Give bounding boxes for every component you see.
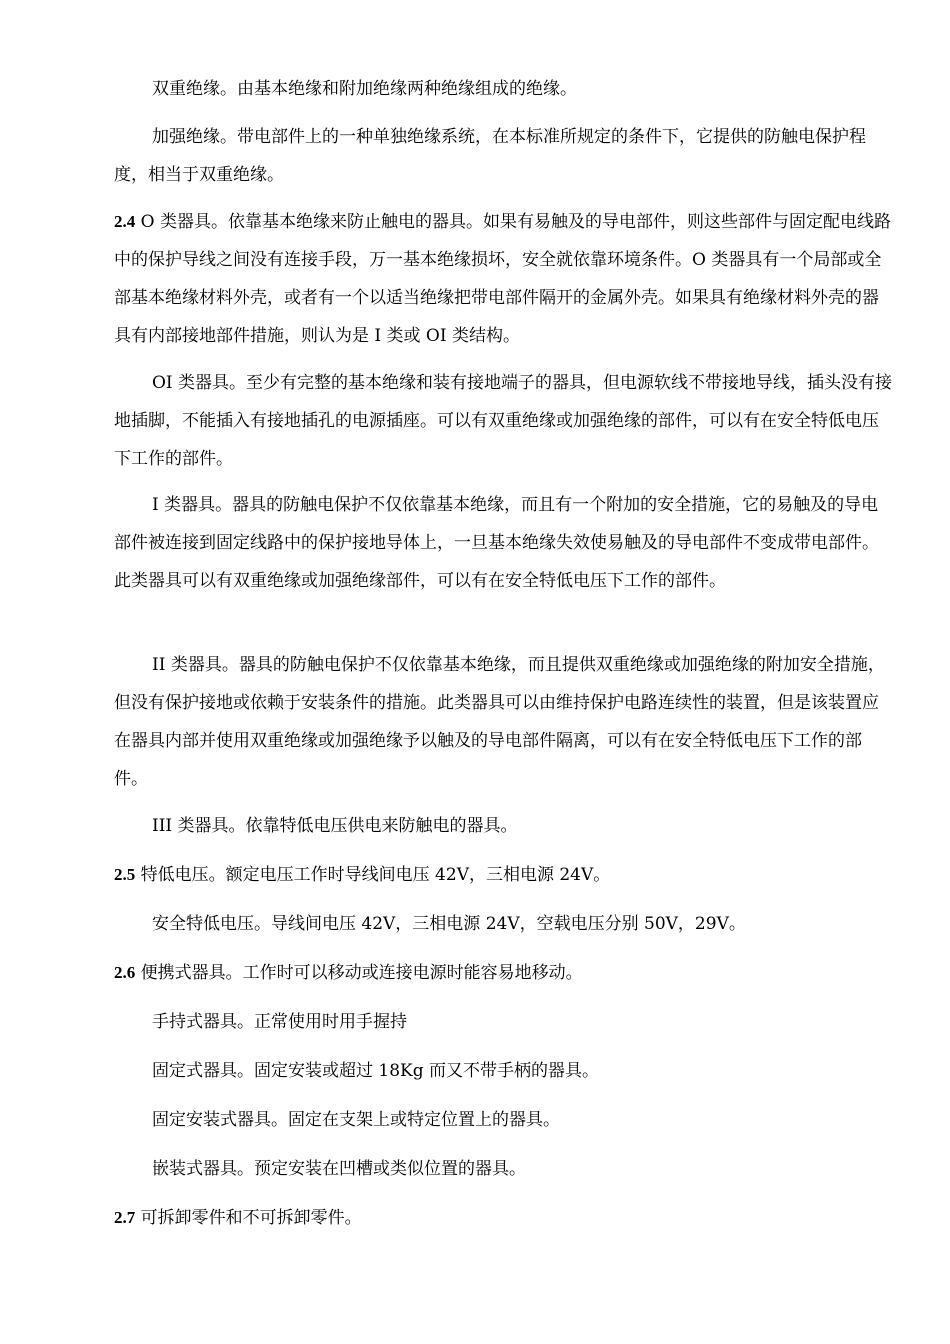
section-number: 2.6 [114, 963, 136, 982]
section-number: 2.7 [114, 1208, 136, 1227]
paragraph-text: 加强绝缘。带电部件上的一种单独绝缘系统，在本标准所规定的条件下，它提供的防触电保护程度，相当于双重绝缘。 [114, 127, 866, 185]
paragraph-stationary [114, 1052, 894, 1090]
paragraph-text: 双重绝缘。由基本绝缘和附加绝缘两种绝缘组成的绝缘。 [152, 79, 577, 99]
paragraph-class-ii [114, 646, 894, 798]
paragraph-text: 固定安装式器具。固定在支架上或特定位置上的器具。 [152, 1110, 560, 1130]
paragraph-text: III 类器具。依靠特低电压供电来防触电的器具。 [152, 816, 518, 836]
paragraph-safety-extra-low-voltage [114, 905, 894, 943]
paragraph-text: 便携式器具。工作时可以移动或连接电源时能容易地移动。 [135, 963, 583, 983]
section-2-7 [114, 1199, 894, 1237]
paragraph-class-oi [114, 364, 894, 478]
paragraph-text: 手持式器具。正常使用时用手握持 [152, 1012, 407, 1032]
section-2-5 [114, 856, 894, 894]
paragraph-text: 可拆卸零件和不可拆卸零件。 [135, 1208, 362, 1228]
section-number: 2.4 [114, 212, 136, 231]
section-number: 2.5 [114, 865, 136, 884]
paragraph-text: II 类器具。器具的防触电保护不仅依靠基本绝缘，而且提供双重绝缘或加强绝缘的附加安全措施，但没有保护接地或依赖于安装条件的措施。此类器具可以由维持保护电路连续性的装置，但是该装置应在器具内部并使用双重绝缘或加强绝缘予以触及的导电部件隔离，可以有在安全特低电压下工作的部件。 [114, 655, 885, 789]
paragraph-text: 特低电压。额定电压工作时导线间电压 42V，三相电源 24V。 [135, 865, 611, 885]
paragraph-handheld [114, 1003, 894, 1041]
section-2-6 [114, 954, 894, 992]
paragraph-text: 固定式器具。固定安装或超过 18Kg 而又不带手柄的器具。 [152, 1061, 600, 1081]
section-2-4 [114, 203, 894, 355]
paragraph-text: OI 类器具。至少有完整的基本绝缘和装有接地端子的器具，但电源软线不带接地导线，插头没有接地插脚，不能插入有接地插孔的电源插座。可以有双重绝缘或加强绝缘的部件，可以有在安全特低电压下工作的部件。 [114, 373, 893, 469]
paragraph-double-insulation [114, 70, 894, 108]
paragraph-text: I 类器具。器具的防触电保护不仅依靠基本绝缘，而且有一个附加的安全措施，它的易触及的导电部件被连接到固定线路中的保护接地导体上，一旦基本绝缘失效使易触及的导电部件不变成带电部件。此类器具可以有双重绝缘或加强绝缘部件，可以有在安全特低电压下工作的部件。 [114, 495, 879, 591]
paragraph-class-i [114, 486, 894, 600]
paragraph-text: 嵌装式器具。预定安装在凹槽或类似位置的器具。 [152, 1159, 526, 1179]
paragraph-class-iii [114, 807, 894, 845]
paragraph-built-in [114, 1150, 894, 1188]
paragraph-text: O 类器具。依靠基本绝缘来防止触电的器具。如果有易触及的导电部件，则这些部件与固定配电线路中的保护导线之间没有连接手段，万一基本绝缘损坏，安全就依靠环境条件。O 类器具有一个局部或全部基本绝缘材料外壳，或者有一个以适当绝缘把带电部件隔开的金属外壳。如果具有绝缘材料外壳的器具有内部接地部件措施，则认为是 I 类或 OI 类结构。 [114, 212, 891, 346]
paragraph-reinforced-insulation [114, 118, 894, 194]
paragraph-fixed [114, 1101, 894, 1139]
paragraph-text: 安全特低电压。导线间电压 42V，三相电源 24V，空载电压分别 50V，29V。 [152, 914, 746, 934]
